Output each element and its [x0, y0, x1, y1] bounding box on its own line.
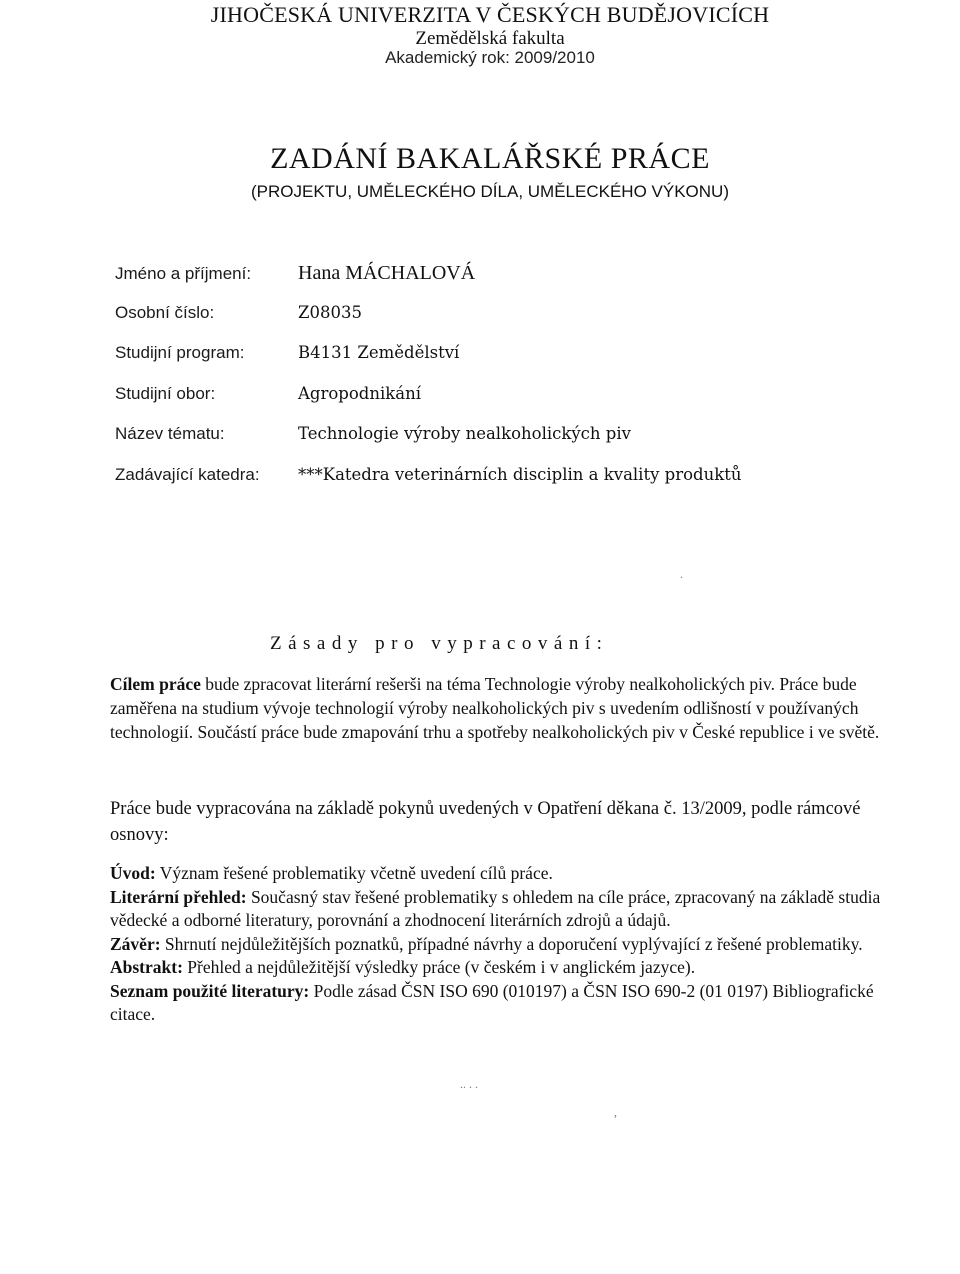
university-name: JIHOČESKÁ UNIVERZITA V ČESKÝCH BUDĚJOVICÍCH — [210, 2, 770, 27]
info-value: Technologie výroby nealkoholických piv — [298, 424, 631, 443]
outline-term: Úvod: — [110, 863, 156, 883]
outline-term: Závěr: — [110, 933, 161, 954]
info-row-personal-number — [115, 303, 742, 344]
faculty-name: Zemědělská fakulta — [415, 28, 565, 49]
outline-item-conclusion — [110, 933, 890, 957]
info-row-topic — [115, 424, 742, 465]
document-subtitle: (PROJEKTU, UMĚLECKÉHO DÍLA, UMĚLECKÉHO VÝKONU) — [251, 182, 729, 201]
info-value: B4131 Zemědělství — [298, 343, 460, 362]
scan-speck: .. . . — [460, 1077, 478, 1091]
outline-item-literature-review — [110, 886, 890, 933]
document-title: ZADÁNÍ BAKALÁŘSKÉ PRÁCE — [270, 142, 710, 175]
info-label: Jméno a příjmení: — [115, 264, 252, 283]
info-row-department — [115, 465, 742, 506]
outline-term: Literární přehled: — [110, 886, 247, 907]
outline-item-intro — [110, 862, 890, 886]
info-value: Agropodnikání — [298, 383, 422, 403]
info-label: Osobní číslo: — [115, 302, 215, 322]
outline-text: Shrnutí nejdůležitějších poznatků, případné návrhy a doporučení vyplývající z řešené problematiky. — [160, 933, 863, 954]
intro-text: bude zpracovat literární rešerši na téma Technologie výroby nealkoholických piv. Práce bude zaměřena na studium vývoje technologií výroby nealkoholických piv s uvedením odlišností v používaných technologií. Součástí práce bude zmapování trhu a spotřeby nealkoholických piv v České republice i ve světě. — [110, 674, 880, 742]
outline-text: Podle zásad ČSN ISO 690 (010197) a ČSN ISO 690-2 (01 0197) Bibliografické citace. — [110, 980, 874, 1024]
info-row-name — [115, 262, 742, 303]
info-value: ***Katedra veterinárních disciplin a kvality produktů — [298, 464, 742, 484]
student-info-table — [115, 262, 742, 505]
intro-paragraph — [110, 672, 890, 744]
info-row-study-program — [115, 343, 742, 384]
info-label: Název tématu: — [115, 424, 225, 443]
principles-heading: Zásady pro vypracování: — [270, 633, 609, 654]
outline-term: Abstrakt: — [110, 957, 183, 977]
academic-year: Akademický rok: 2009/2010 — [385, 48, 595, 67]
basis-paragraph: Práce bude vypracována na základě pokynů uvedených v Opatření děkana č. 13/2009, podle rámcové osnovy: — [110, 799, 861, 845]
outline-text: Význam řešené problematiky včetně uvedení cílů práce. — [155, 863, 553, 883]
info-label: Studijní program: — [115, 343, 245, 362]
outline-text: Současný stav řešené problematiky s ohledem na cíle práce, zpracovaný na základě studia vědecké a odborné literatury, porovnání a zhodnocení literárních zdrojů a údajů. — [110, 886, 881, 930]
scan-speck: . — [680, 567, 683, 581]
info-label: Studijní obor: — [115, 383, 216, 403]
info-row-study-field — [115, 384, 742, 425]
outline-item-abstract — [110, 956, 890, 980]
intro-lead: Cílem práce — [110, 674, 201, 694]
info-label: Zadávající katedra: — [115, 464, 260, 484]
scan-speck: , — [614, 1105, 617, 1119]
outline-item-references — [110, 980, 890, 1027]
info-value: Z08035 — [298, 302, 362, 322]
outline-list — [110, 862, 890, 1027]
outline-term: Seznam použité literatury: — [110, 980, 310, 1001]
info-value: Hana MÁCHALOVÁ — [298, 262, 476, 284]
outline-text: Přehled a nejdůležitější výsledky práce (v českém i v anglickém jazyce). — [182, 957, 696, 977]
